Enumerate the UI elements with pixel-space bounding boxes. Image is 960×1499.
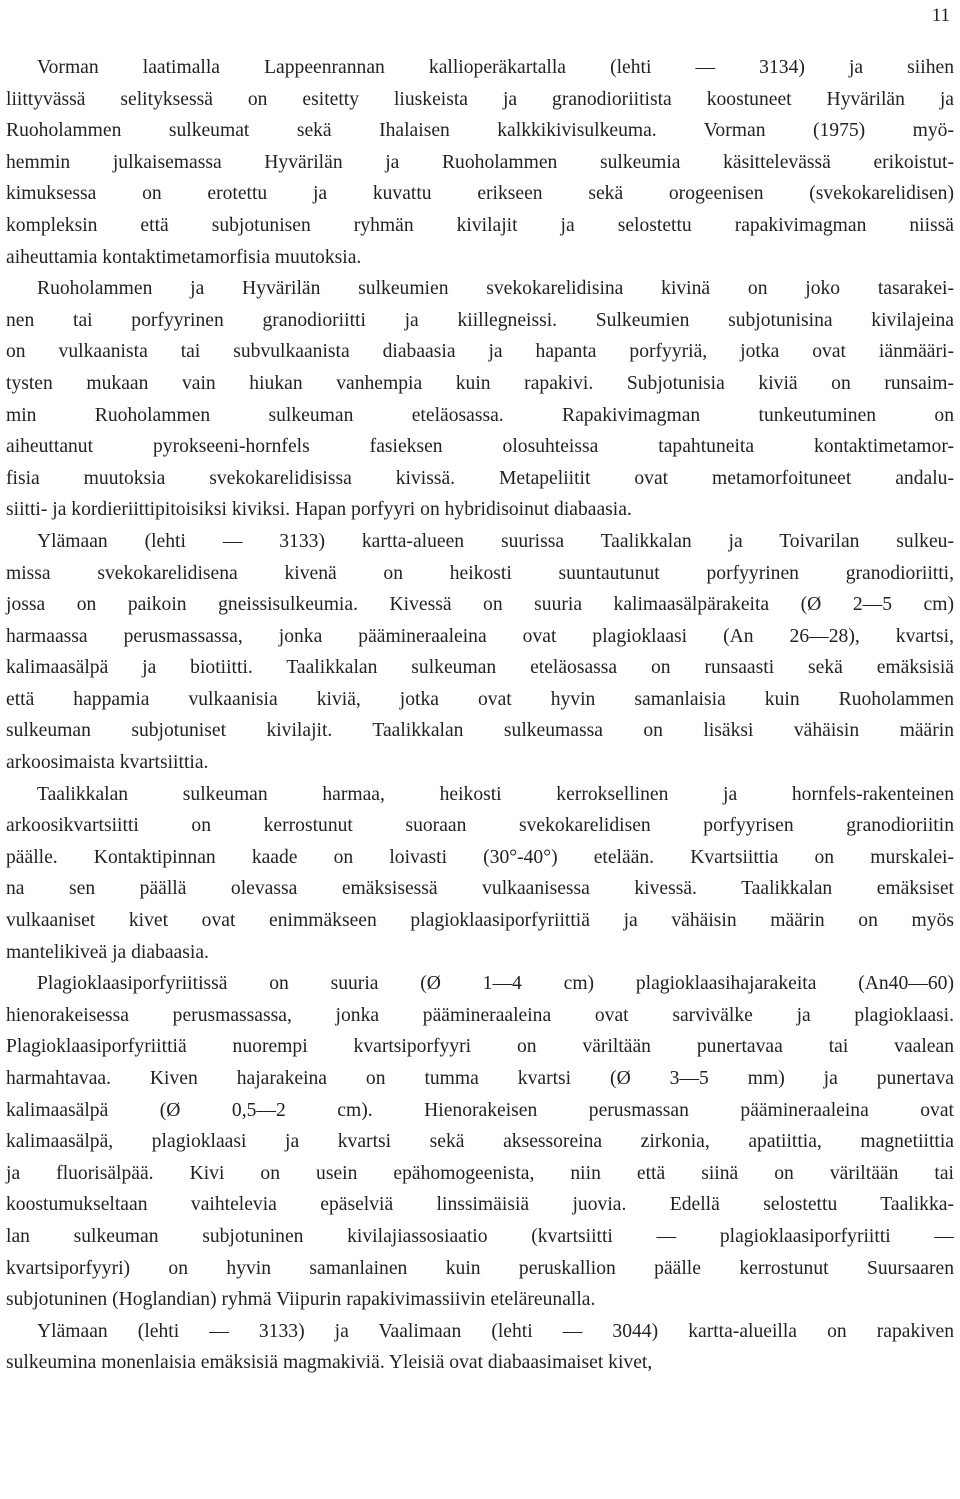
text-line: fisia muutoksia svekokarelidisissa kivissä. Metapeliitit ovat metamorfoituneet andalu- (6, 467, 954, 489)
text-line: Ylämaan (lehti — 3133) ja Vaalimaan (lehti — 3044) kartta-alueilla on rapakiven (37, 1320, 954, 1342)
text-line: aiheuttanut pyrokseeni-hornfels fasieksen olosuhteissa tapahtuneita kontaktimetamor- (6, 436, 954, 458)
text-line: aiheuttamia kontaktimetamorfisia muutoksia. (6, 246, 362, 268)
text-line: Plagioklaasiporfyriittiä nuorempi kvartsiporfyyri on väriltään punertavaa tai vaalean (6, 1036, 954, 1058)
text-line: arkoosimaista kvartsiittia. (6, 752, 209, 774)
text-line: että happamia vulkaanisia kiviä, jotka ovat hyvin samanlaisia kuin Ruoholammen (6, 688, 954, 710)
text-line: Ruoholammen ja Hyvärilän sulkeumien svekokarelidisina kivinä on joko tasarakei- (37, 278, 954, 300)
text-line: kalimaasälpä ja biotiitti. Taalikkalan sulkeuman eteläosassa on runsaasti sekä emäksisiä (6, 657, 954, 679)
text-line: lan sulkeuman subjotuninen kivilajiassosiaatio (kvartsiitti — plagioklaasiporfyriitti — (6, 1225, 954, 1247)
text-line: kvartsiporfyyri) on hyvin samanlainen kuin peruskallion päälle kerrostunut Suursaaren (6, 1257, 954, 1279)
text-line: hemmin julkaisemassa Hyvärilän ja Ruoholammen sulkeumia käsittelevässä erikoistut- (6, 151, 954, 173)
text-line: Taalikkalan sulkeuman harmaa, heikosti kerroksellinen ja hornfels-rakenteinen (37, 783, 954, 805)
text-line: kimuksessa on erotettu ja kuvattu erikseen sekä orogeenisen (svekokarelidisen) (6, 183, 954, 205)
text-line: on vulkaanista tai subvulkaanista diabaasia ja hapanta porfyyriä, jotka ovat iänmääri- (6, 341, 954, 363)
text-line: tysten mukaan vain hiukan vanhempia kuin rapakivi. Subjotunisia kiviä on runsaim- (6, 372, 954, 394)
text-line: koostumukseltaan vaihtelevia epäselviä linssimäisiä juovia. Edellä selostettu Taalikka- (6, 1194, 954, 1216)
text-line: arkoosikvartsiitti on kerrostunut suoraan svekokarelidisen porfyyrisen granodioriitin (6, 815, 954, 837)
text-line: liittyvässä selityksessä on esitetty liuskeista ja granodioriitista koostuneet Hyvärilän ja (6, 88, 954, 110)
paragraph (6, 968, 954, 1316)
text-line: kompleksin että subjotunisen ryhmän kivilajit ja selostettu rapakivimagman niissä (6, 214, 954, 236)
text-line: na sen päällä olevassa emäksisessä vulkaanisessa kivessä. Taalikkalan emäksiset (6, 878, 954, 900)
text-line: subjotuninen (Hoglandian) ryhmä Viipurin rapakivimassiivin eteläreunalla. (6, 1289, 596, 1311)
text-line: kalimaasälpä (Ø 0,5—2 cm). Hienorakeisen perusmassan päämineraaleina ovat (6, 1099, 954, 1121)
text-line: mantelikiveä ja diabaasia. (6, 941, 209, 963)
text-line: sulkeumina monenlaisia emäksisiä magmakiviä. Yleisiä ovat diabaasimaiset kivet, (6, 1352, 653, 1374)
text-line: Ruoholammen sulkeumat sekä Ihalaisen kalkkikivisulkeuma. Vorman (1975) myö- (6, 120, 954, 142)
text-line: Vorman laatimalla Lappeenrannan kallioperäkartalla (lehti — 3134) ja siihen (37, 57, 954, 78)
page-number: 11 (931, 5, 950, 26)
text-line: harmaassa perusmassassa, jonka päämineraaleina ovat plagioklaasi (An 26—28), kvartsi, (6, 625, 954, 647)
text-line: päälle. Kontaktipinnan kaade on loivasti (30°-40°) etelään. Kvartsiittia on murskalei- (6, 846, 954, 868)
paragraph (6, 52, 954, 273)
paragraph (6, 526, 954, 779)
text-line: Ylämaan (lehti — 3133) kartta-alueen suurissa Taalikkalan ja Toivarilan sulkeu- (37, 530, 954, 552)
text-line: vulkaaniset kivet ovat enimmäkseen plagioklaasiporfyriittiä ja vähäisin määrin on myös (6, 910, 954, 932)
text-line: harmahtavaa. Kiven hajarakeina on tumma kvartsi (Ø 3—5 mm) ja punertava (6, 1068, 954, 1089)
paragraph (6, 273, 954, 526)
text-line: sulkeuman subjotuniset kivilajit. Taalikkalan sulkeumassa on lisäksi vähäisin määrin (6, 720, 954, 742)
text-line: ja fluorisälpää. Kivi on usein epähomogeenista, niin että siinä on väriltään tai (6, 1162, 954, 1184)
text-line: Plagioklaasiporfyriitissä on suuria (Ø 1—4 cm) plagioklaasihajarakeita (An40—60) (37, 973, 954, 995)
text-line: kalimaasälpä, plagioklaasi ja kvartsi sekä aksessoreina zirkonia, apatiittia, magnetiittia (6, 1131, 954, 1153)
text-line: siitti- ja kordieriittipitoisiksi kiviksi. Hapan porfyyri on hybridisoinut diabaasia. (6, 499, 632, 521)
text-line: min Ruoholammen sulkeuman eteläosassa. Rapakivimagman tunkeutuminen on (6, 404, 954, 426)
text-line: hienorakeisessa perusmassassa, jonka päämineraaleina ovat sarvivälke ja plagioklaasi. (6, 1004, 954, 1026)
text-line: nen tai porfyyrinen granodioriitti ja kiillegneissi. Sulkeumien subjotunisina kivilajeina (6, 309, 954, 331)
text-line: missa svekokarelidisena kivenä on heikosti suuntautunut porfyyrinen granodioriitti, (6, 562, 954, 584)
paragraph (6, 1316, 954, 1379)
body-text (6, 52, 954, 1379)
text-line: jossa on paikoin gneissisulkeumia. Kivessä on suuria kalimaasälpärakeita (Ø 2—5 cm) (6, 594, 954, 616)
paragraph (6, 779, 954, 969)
